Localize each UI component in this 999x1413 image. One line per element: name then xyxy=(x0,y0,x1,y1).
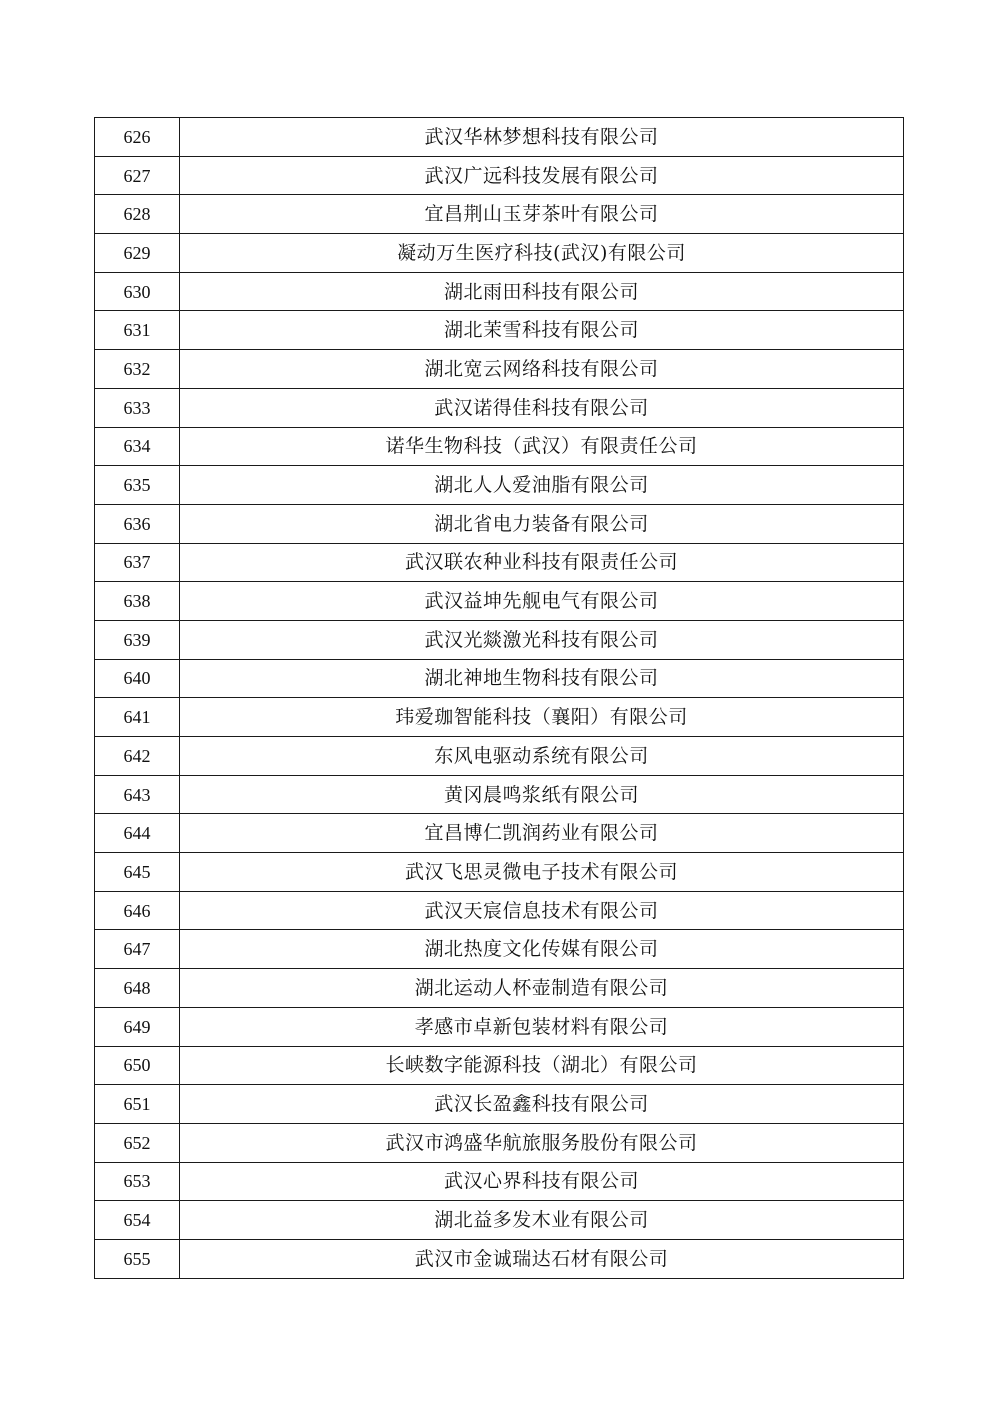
company-name-cell: 武汉华林梦想科技有限公司 xyxy=(180,118,904,157)
company-name-cell: 武汉益坤先舰电气有限公司 xyxy=(180,582,904,621)
row-number-cell: 637 xyxy=(95,543,180,582)
row-number-cell: 655 xyxy=(95,1239,180,1278)
company-name-cell: 武汉光燚激光科技有限公司 xyxy=(180,620,904,659)
table-row xyxy=(95,504,904,543)
table-row xyxy=(95,234,904,273)
row-number-cell: 636 xyxy=(95,504,180,543)
company-name-cell: 长峡数字能源科技（湖北）有限公司 xyxy=(180,1046,904,1085)
table-row xyxy=(95,891,904,930)
row-number-cell: 627 xyxy=(95,156,180,195)
table-row xyxy=(95,466,904,505)
row-number-cell: 654 xyxy=(95,1201,180,1240)
row-number-cell: 639 xyxy=(95,620,180,659)
table-row xyxy=(95,659,904,698)
company-name-cell: 东风电驱动系统有限公司 xyxy=(180,737,904,776)
row-number-cell: 633 xyxy=(95,388,180,427)
company-name-cell: 武汉联农种业科技有限责任公司 xyxy=(180,543,904,582)
row-number-cell: 648 xyxy=(95,969,180,1008)
table-row xyxy=(95,1085,904,1124)
company-name-cell: 湖北茉雪科技有限公司 xyxy=(180,311,904,350)
table-row xyxy=(95,272,904,311)
row-number-cell: 628 xyxy=(95,195,180,234)
row-number-cell: 629 xyxy=(95,234,180,273)
row-number-cell: 638 xyxy=(95,582,180,621)
company-name-cell: 武汉市鸿盛华航旅服务股份有限公司 xyxy=(180,1123,904,1162)
table-row xyxy=(95,543,904,582)
table-row xyxy=(95,737,904,776)
row-number-cell: 646 xyxy=(95,891,180,930)
table-row xyxy=(95,1239,904,1278)
row-number-cell: 634 xyxy=(95,427,180,466)
company-name-cell: 凝动万生医疗科技(武汉)有限公司 xyxy=(180,234,904,273)
table-row xyxy=(95,814,904,853)
company-name-cell: 湖北热度文化传媒有限公司 xyxy=(180,930,904,969)
company-name-cell: 黄冈晨鸣浆纸有限公司 xyxy=(180,775,904,814)
table-row xyxy=(95,582,904,621)
company-name-cell: 武汉广远科技发展有限公司 xyxy=(180,156,904,195)
row-number-cell: 650 xyxy=(95,1046,180,1085)
row-number-cell: 653 xyxy=(95,1162,180,1201)
table-row xyxy=(95,930,904,969)
row-number-cell: 645 xyxy=(95,853,180,892)
table-row xyxy=(95,969,904,1008)
company-name-cell: 湖北宽云网络科技有限公司 xyxy=(180,350,904,389)
company-name-cell: 湖北省电力装备有限公司 xyxy=(180,504,904,543)
table-row xyxy=(95,853,904,892)
row-number-cell: 652 xyxy=(95,1123,180,1162)
row-number-cell: 643 xyxy=(95,775,180,814)
row-number-cell: 632 xyxy=(95,350,180,389)
row-number-cell: 640 xyxy=(95,659,180,698)
table-row xyxy=(95,1201,904,1240)
company-name-cell: 诺华生物科技（武汉）有限责任公司 xyxy=(180,427,904,466)
company-name-cell: 湖北运动人杯壶制造有限公司 xyxy=(180,969,904,1008)
table-row xyxy=(95,427,904,466)
row-number-cell: 631 xyxy=(95,311,180,350)
company-name-cell: 宜昌博仁凯润药业有限公司 xyxy=(180,814,904,853)
row-number-cell: 649 xyxy=(95,1007,180,1046)
company-name-cell: 宜昌荆山玉芽茶叶有限公司 xyxy=(180,195,904,234)
row-number-cell: 651 xyxy=(95,1085,180,1124)
row-number-cell: 641 xyxy=(95,698,180,737)
table-row xyxy=(95,698,904,737)
table-row xyxy=(95,1046,904,1085)
company-name-cell: 武汉天宸信息技术有限公司 xyxy=(180,891,904,930)
row-number-cell: 635 xyxy=(95,466,180,505)
table-row xyxy=(95,118,904,157)
row-number-cell: 647 xyxy=(95,930,180,969)
row-number-cell: 626 xyxy=(95,118,180,157)
table-row xyxy=(95,620,904,659)
table-row xyxy=(95,1123,904,1162)
company-name-cell: 武汉心界科技有限公司 xyxy=(180,1162,904,1201)
table-row xyxy=(95,156,904,195)
company-name-cell: 武汉诺得佳科技有限公司 xyxy=(180,388,904,427)
table-row xyxy=(95,1162,904,1201)
table-row xyxy=(95,1007,904,1046)
company-name-cell: 玮爱珈智能科技（襄阳）有限公司 xyxy=(180,698,904,737)
company-name-cell: 孝感市卓新包装材料有限公司 xyxy=(180,1007,904,1046)
table-row xyxy=(95,350,904,389)
company-list-table xyxy=(94,117,904,1279)
company-list-body xyxy=(95,118,904,1279)
company-name-cell: 武汉长盈鑫科技有限公司 xyxy=(180,1085,904,1124)
company-name-cell: 湖北人人爱油脂有限公司 xyxy=(180,466,904,505)
table-row xyxy=(95,388,904,427)
company-name-cell: 湖北神地生物科技有限公司 xyxy=(180,659,904,698)
table-row xyxy=(95,311,904,350)
row-number-cell: 642 xyxy=(95,737,180,776)
company-name-cell: 湖北雨田科技有限公司 xyxy=(180,272,904,311)
company-name-cell: 武汉市金诚瑞达石材有限公司 xyxy=(180,1239,904,1278)
company-name-cell: 湖北益多发木业有限公司 xyxy=(180,1201,904,1240)
table-row xyxy=(95,195,904,234)
company-name-cell: 武汉飞思灵微电子技术有限公司 xyxy=(180,853,904,892)
row-number-cell: 644 xyxy=(95,814,180,853)
table-row xyxy=(95,775,904,814)
row-number-cell: 630 xyxy=(95,272,180,311)
